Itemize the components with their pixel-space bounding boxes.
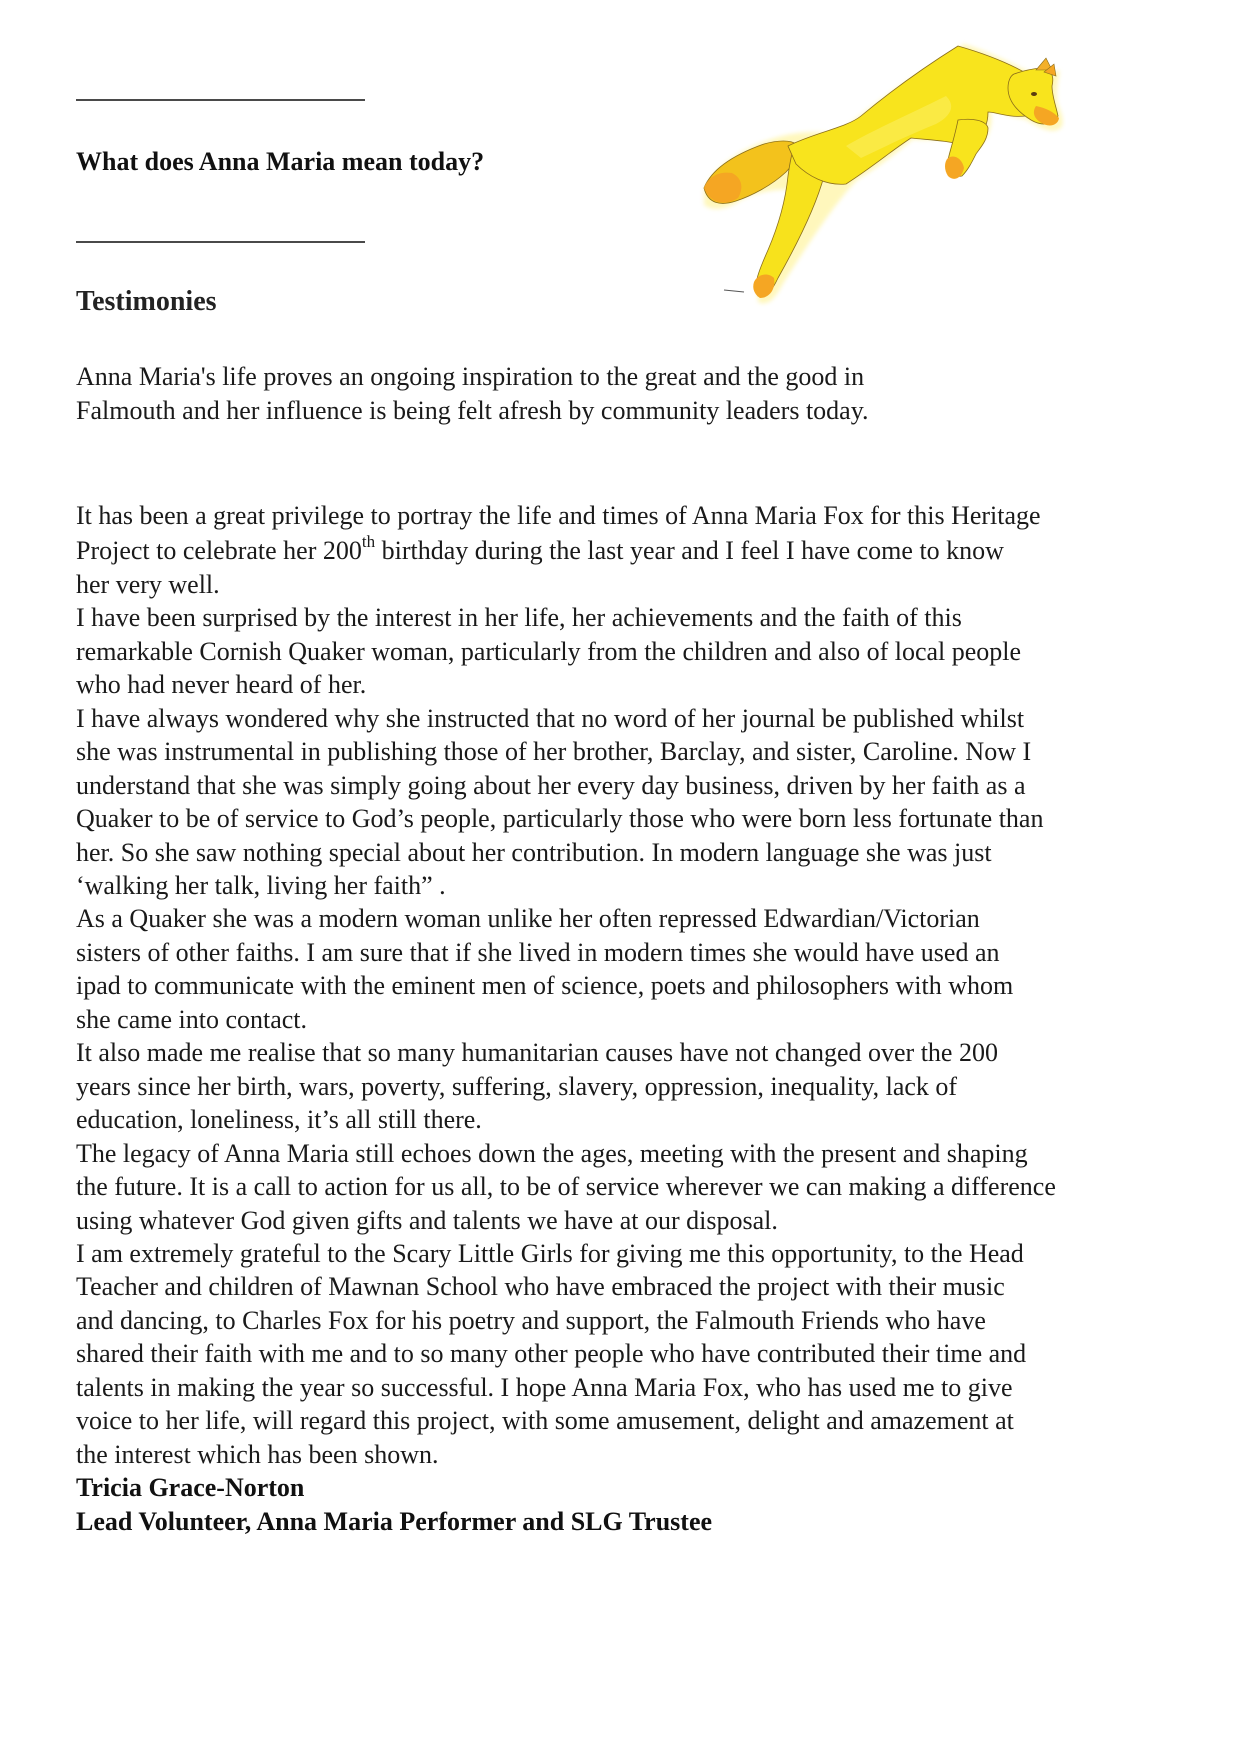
testimony-line: ‘walking her talk, living her faith” . — [76, 870, 446, 900]
middle-divider — [76, 241, 365, 243]
testimony-line: ipad to communicate with the eminent men of science, poets and philosophers with whom — [76, 971, 1014, 1001]
testimony-text — [76, 499, 1056, 1538]
testimony-line: talents in making the year so successful. I hope Anna Maria Fox, who has used me to give — [76, 1372, 1013, 1402]
testimony-line: who had never heard of her. — [76, 670, 367, 700]
testimony-line: It also made me realise that so many humanitarian causes have not changed over the 200 — [76, 1038, 998, 1068]
testimony-line: Quaker to be of service to God’s people, particularly those who were born less fortunate than — [76, 804, 1044, 834]
page-heading: What does Anna Maria mean today? — [76, 147, 485, 176]
testimony-line: years since her birth, wars, poverty, suffering, slavery, oppression, inequality, lack of — [76, 1071, 958, 1101]
intro-line: Falmouth and her influence is being felt afresh by community leaders today. — [76, 396, 869, 425]
testimony-line: and dancing, to Charles Fox for his poetry and support, the Falmouth Friends who have — [76, 1305, 986, 1335]
testimony-line: the interest which has been shown. — [76, 1439, 439, 1469]
testimony-line: The legacy of Anna Maria still echoes down the ages, meeting with the present and shaping — [76, 1138, 1028, 1168]
testimony-line: I have been surprised by the interest in her life, her achievements and the faith of this — [76, 603, 962, 633]
testimony-line: I have always wondered why she instructed that no word of her journal be published whilst — [76, 703, 1025, 733]
testimony-line: her very well. — [76, 569, 220, 599]
leaping-fox-illustration-icon — [696, 36, 1066, 316]
testimony-line: understand that she was simply going about her every day business, driven by her faith as a — [76, 770, 1026, 800]
testimony-line: Teacher and children of Mawnan School who have embraced the project with their music — [76, 1272, 1005, 1302]
testimony-line: she was instrumental in publishing those of her brother, Barclay, and sister, Caroline. Now I — [76, 737, 1032, 767]
testimony-line: As a Quaker she was a modern woman unlike her often repressed Edwardian/Victorian — [76, 904, 980, 934]
testimony-line: It has been a great privilege to portray the life and times of Anna Maria Fox for this Heritage — [76, 501, 1041, 530]
testimony-line: remarkable Cornish Quaker woman, particularly from the children and also of local people — [76, 636, 1022, 666]
testimony-line: using whatever God given gifts and talents we have at our disposal. — [76, 1205, 778, 1235]
signature-role: Lead Volunteer, Anna Maria Performer and SLG Trustee — [76, 1506, 713, 1536]
testimony-line: she came into contact. — [76, 1004, 308, 1034]
testimony-line: education, loneliness, it’s all still there. — [76, 1105, 482, 1135]
testimony-line-text: birthday during the last year and I feel I have come to know — [375, 536, 1004, 566]
testimony-line: her. So she saw nothing special about her contribution. In modern language she was just — [76, 837, 992, 867]
intro-paragraph — [76, 360, 869, 428]
testimony-line: voice to her life, will regard this project, with some amusement, delight and amazement at — [76, 1406, 1014, 1436]
testimony-line: sisters of other faiths. I am sure that if she lived in modern times she would have used an — [76, 937, 1000, 967]
ordinal-suffix: th — [361, 532, 376, 552]
section-title: Testimonies — [76, 286, 217, 317]
top-divider — [76, 99, 365, 101]
testimony-line: shared their faith with me and to so many other people who have contributed their time and — [76, 1339, 1027, 1369]
testimony-line — [76, 534, 1056, 567]
signature-name: Tricia Grace-Norton — [76, 1473, 305, 1503]
testimony-line: the future. It is a call to action for us all, to be of service wherever we can making a difference — [76, 1172, 1056, 1202]
testimony-line: I am extremely grateful to the Scary Little Girls for giving me this opportunity, to the Head — [76, 1238, 1024, 1268]
intro-line: Anna Maria's life proves an ongoing inspiration to the great and the good in — [76, 362, 865, 391]
testimony-line-text: Project to celebrate her 200 — [76, 536, 362, 566]
